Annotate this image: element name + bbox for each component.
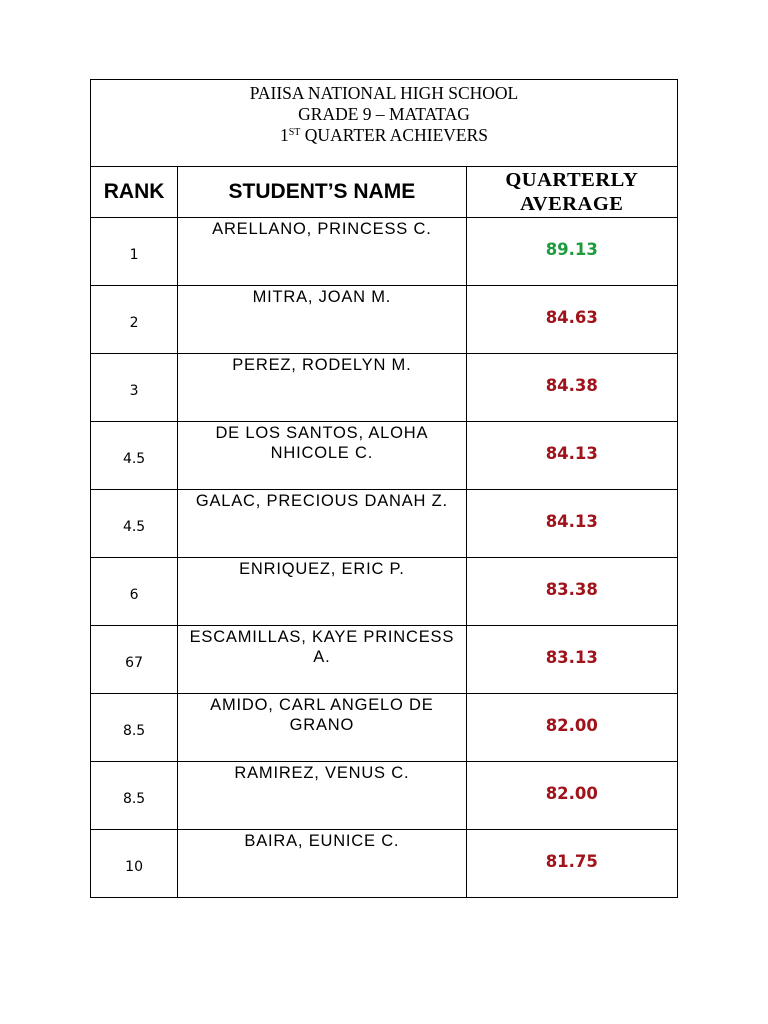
rank-cell: 2 — [91, 286, 178, 354]
quarterly-average-header-line2: AVERAGE — [520, 193, 624, 215]
quarter-label: QUARTER ACHIEVERS — [300, 125, 488, 145]
average-cell: 84.13 — [466, 490, 677, 558]
rank-header: RANK — [91, 167, 178, 218]
average-cell: 83.38 — [466, 558, 677, 626]
rank-cell: 4.5 — [91, 422, 178, 490]
column-header-row — [91, 167, 678, 218]
rank-cell: 67 — [91, 626, 178, 694]
student-name-cell: GALAC, PRECIOUS DANAH Z. — [178, 490, 466, 558]
student-name-cell: MITRA, JOAN M. — [178, 286, 466, 354]
table-row — [91, 558, 678, 626]
quarterly-average-header-line1: QUARTERLY — [505, 169, 639, 191]
rank-cell: 3 — [91, 354, 178, 422]
student-name-cell: DE LOS SANTOS, ALOHA NHICOLE C. — [178, 422, 466, 490]
rank-cell: 8.5 — [91, 762, 178, 830]
quarter-number: 1 — [280, 125, 289, 145]
table-row — [91, 694, 678, 762]
average-cell: 82.00 — [466, 694, 677, 762]
table-row — [91, 422, 678, 490]
achievers-table — [90, 79, 678, 898]
student-name-cell: RAMIREZ, VENUS C. — [178, 762, 466, 830]
student-name-cell: ENRIQUEZ, ERIC P. — [178, 558, 466, 626]
student-name-cell: BAIRA, EUNICE C. — [178, 830, 466, 898]
student-name-cell: PEREZ, RODELYN M. — [178, 354, 466, 422]
rank-cell: 4.5 — [91, 490, 178, 558]
quarterly-average-header — [466, 167, 677, 218]
average-cell: 84.13 — [466, 422, 677, 490]
student-name-cell: ARELLANO, PRINCESS C. — [178, 218, 466, 286]
table-row — [91, 830, 678, 898]
table-row — [91, 490, 678, 558]
title-row — [91, 80, 678, 167]
average-cell: 89.13 — [466, 218, 677, 286]
average-cell: 81.75 — [466, 830, 677, 898]
student-name-header: STUDENT’S NAME — [178, 167, 466, 218]
table-row — [91, 354, 678, 422]
quarter-ordinal: ST — [288, 127, 301, 138]
average-cell: 84.38 — [466, 354, 677, 422]
average-cell: 83.13 — [466, 626, 677, 694]
table-title — [91, 80, 678, 167]
grade-section: GRADE 9 – MATATAG — [298, 104, 470, 124]
average-cell: 82.00 — [466, 762, 677, 830]
table-row — [91, 286, 678, 354]
table-row — [91, 762, 678, 830]
student-name-cell: ESCAMILLAS, KAYE PRINCESS A. — [178, 626, 466, 694]
quarter-title — [91, 125, 677, 146]
average-cell: 84.63 — [466, 286, 677, 354]
student-name-cell: AMIDO, CARL ANGELO DE GRANO — [178, 694, 466, 762]
table-row — [91, 626, 678, 694]
school-name: PAIISA NATIONAL HIGH SCHOOL — [249, 83, 519, 103]
rank-cell: 8.5 — [91, 694, 178, 762]
rank-cell: 6 — [91, 558, 178, 626]
rank-cell: 1 — [91, 218, 178, 286]
rank-cell: 10 — [91, 830, 178, 898]
table-row — [91, 218, 678, 286]
